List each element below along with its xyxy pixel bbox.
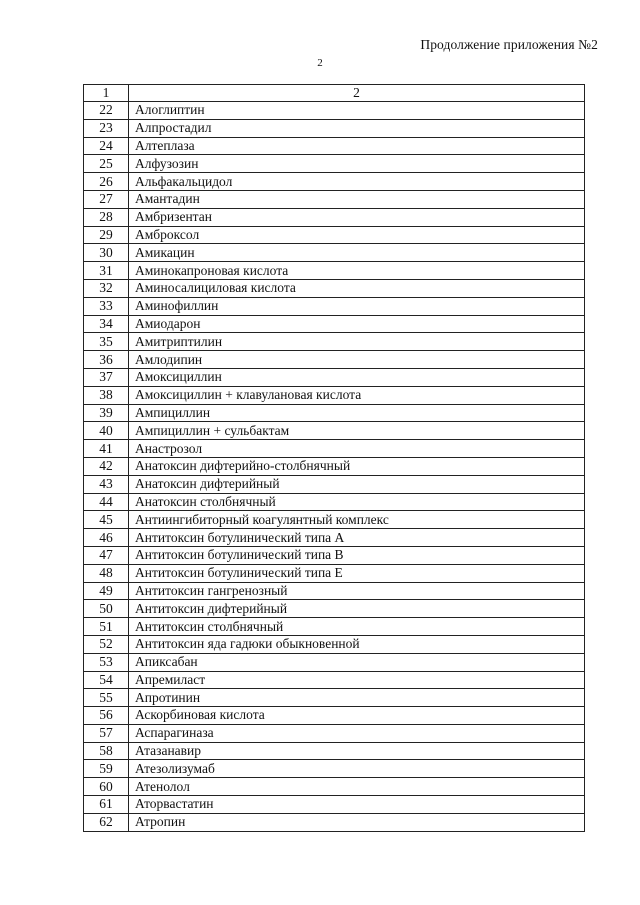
row-number: 36 [84,351,129,369]
table-row [84,190,585,208]
drug-name: Апиксабан [129,653,585,671]
table-row [84,351,585,369]
table-row [84,155,585,173]
drug-name: Антитоксин ботулинический типа Е [129,564,585,582]
row-number: 29 [84,226,129,244]
drug-name: Амитриптилин [129,333,585,351]
table-row [84,262,585,280]
row-number: 39 [84,404,129,422]
row-number: 30 [84,244,129,262]
drug-name: Ампициллин + сульбактам [129,422,585,440]
row-number: 43 [84,475,129,493]
table-row [84,707,585,725]
drug-name: Антитоксин дифтерийный [129,600,585,618]
column-header-number: 1 [84,85,129,102]
table-body [84,85,585,832]
row-number: 45 [84,511,129,529]
drug-name: Алпростадил [129,119,585,137]
drug-name: Антитоксин яда гадюки обыкновенной [129,635,585,653]
appendix-continuation-title: Продолжение приложения №2 [420,37,598,52]
drug-name: Амоксициллин + клавулановая кислота [129,386,585,404]
row-number: 32 [84,279,129,297]
drug-name: Амиодарон [129,315,585,333]
drug-name: Аспарагиназа [129,724,585,742]
table-row [84,796,585,814]
table-row [84,440,585,458]
drug-name: Апремиласт [129,671,585,689]
row-number: 44 [84,493,129,511]
row-number: 50 [84,600,129,618]
table-row [84,582,585,600]
table-row [84,475,585,493]
drug-list-table [83,84,585,832]
table-row [84,778,585,796]
drug-name: Аминосалициловая кислота [129,279,585,297]
row-number: 40 [84,422,129,440]
table-row [84,404,585,422]
drug-name: Анатоксин дифтерийный [129,475,585,493]
row-number: 35 [84,333,129,351]
table-header-row [84,85,585,102]
table-row [84,297,585,315]
drug-name: Антитоксин ботулинический типа А [129,529,585,547]
drug-name: Антитоксин гангренозный [129,582,585,600]
row-number: 48 [84,564,129,582]
drug-name: Амброксол [129,226,585,244]
row-number: 49 [84,582,129,600]
drug-name: Атезолизумаб [129,760,585,778]
drug-name: Анатоксин дифтерийно-столбнячный [129,457,585,475]
row-number: 51 [84,618,129,636]
drug-name: Алтеплаза [129,137,585,155]
drug-name: Апротинин [129,689,585,707]
drug-name: Анастрозол [129,440,585,458]
table-row [84,208,585,226]
drug-name: Аторвастатин [129,796,585,814]
table-row [84,742,585,760]
drug-name: Атропин [129,813,585,831]
drug-name: Антиингибиторный коагулянтный комплекс [129,511,585,529]
table-row [84,493,585,511]
table-row [84,529,585,547]
drug-name: Анатоксин столбнячный [129,493,585,511]
page-number: 2 [317,57,323,69]
drug-name: Альфакальцидол [129,173,585,191]
table-row [84,137,585,155]
table-row [84,119,585,137]
table-row [84,244,585,262]
row-number: 31 [84,262,129,280]
table-row [84,564,585,582]
drug-name: Аскорбиновая кислота [129,707,585,725]
row-number: 38 [84,386,129,404]
table-row [84,333,585,351]
table-row [84,511,585,529]
table-row [84,422,585,440]
drug-name: Атенолол [129,778,585,796]
row-number: 41 [84,440,129,458]
row-number: 24 [84,137,129,155]
row-number: 26 [84,173,129,191]
drug-name: Аминофиллин [129,297,585,315]
row-number: 46 [84,529,129,547]
table-row [84,457,585,475]
table-row [84,279,585,297]
table-row [84,368,585,386]
table-row [84,653,585,671]
drug-name: Амантадин [129,190,585,208]
row-number: 55 [84,689,129,707]
row-number: 34 [84,315,129,333]
table-row [84,386,585,404]
drug-name: Амлодипин [129,351,585,369]
row-number: 53 [84,653,129,671]
row-number: 33 [84,297,129,315]
table-row [84,635,585,653]
table-row [84,102,585,120]
row-number: 27 [84,190,129,208]
row-number: 42 [84,457,129,475]
table-row [84,813,585,831]
drug-name: Амбризентан [129,208,585,226]
table-row [84,315,585,333]
drug-name: Амикацин [129,244,585,262]
row-number: 37 [84,368,129,386]
row-number: 61 [84,796,129,814]
table-row [84,600,585,618]
row-number: 60 [84,778,129,796]
table-row [84,173,585,191]
row-number: 23 [84,119,129,137]
drug-name: Алоглиптин [129,102,585,120]
table-row [84,724,585,742]
row-number: 57 [84,724,129,742]
drug-name: Аминокапроновая кислота [129,262,585,280]
row-number: 58 [84,742,129,760]
table-row [84,546,585,564]
row-number: 28 [84,208,129,226]
drug-name: Антитоксин ботулинический типа В [129,546,585,564]
row-number: 54 [84,671,129,689]
row-number: 52 [84,635,129,653]
drug-name: Ампициллин [129,404,585,422]
row-number: 22 [84,102,129,120]
row-number: 62 [84,813,129,831]
row-number: 25 [84,155,129,173]
drug-name: Амоксициллин [129,368,585,386]
drug-name: Атазанавир [129,742,585,760]
row-number: 47 [84,546,129,564]
table-row [84,671,585,689]
drug-name: Антитоксин столбнячный [129,618,585,636]
table-row [84,760,585,778]
drug-name: Алфузозин [129,155,585,173]
column-header-name: 2 [129,85,585,102]
row-number: 59 [84,760,129,778]
table-row [84,689,585,707]
row-number: 56 [84,707,129,725]
table-row [84,226,585,244]
table-row [84,618,585,636]
